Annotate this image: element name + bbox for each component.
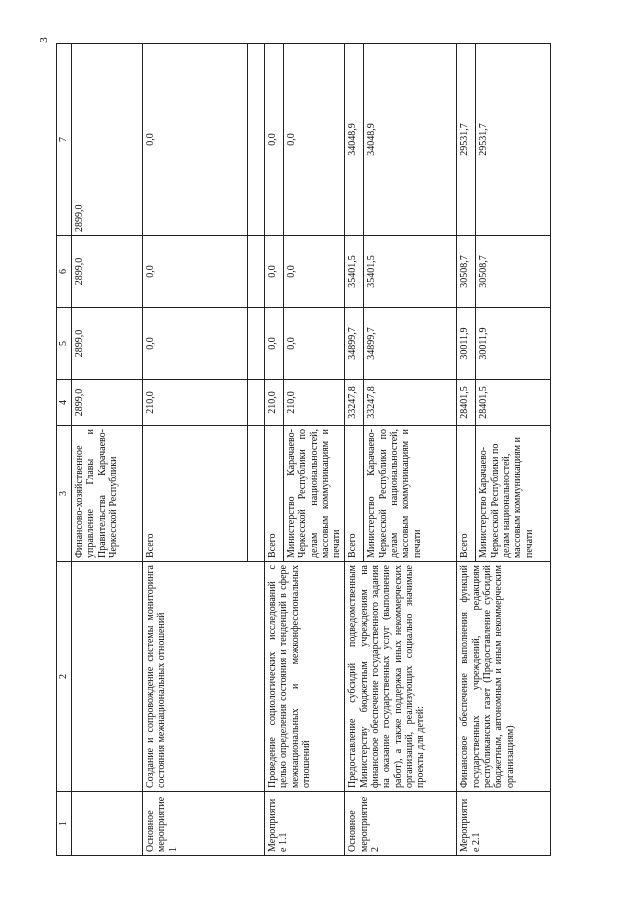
value-cell bbox=[248, 236, 265, 308]
column-number: 2 bbox=[57, 562, 72, 792]
code-cell: Основное мероприятие 1 bbox=[143, 792, 265, 856]
value-cell: 0,0 bbox=[265, 44, 284, 236]
table-row bbox=[345, 44, 364, 856]
code-cell: Мероприятие 1.1 bbox=[265, 792, 345, 856]
table-row bbox=[457, 44, 476, 856]
responsible-cell: Всего bbox=[457, 426, 476, 562]
value-cell: 29531,7 bbox=[457, 44, 476, 236]
value-cell: 0,0 bbox=[265, 236, 284, 308]
value-cell: 30011,9 bbox=[476, 308, 551, 380]
responsible-cell bbox=[248, 426, 265, 562]
value-cell bbox=[248, 308, 265, 380]
responsible-cell: Министерство Карачаево-Черкесской Республики по делам национальностей, массовым коммуникациям и печати bbox=[364, 426, 457, 562]
rotated-table-container bbox=[56, 44, 535, 856]
value-cell: 0,0 bbox=[284, 44, 345, 236]
column-number: 3 bbox=[57, 426, 72, 562]
value-cell: 2899,0 bbox=[72, 236, 143, 308]
responsible-cell: Всего bbox=[143, 426, 248, 562]
program-measures-table bbox=[56, 43, 551, 856]
value-cell: 30508,7 bbox=[457, 236, 476, 308]
value-cell: 210,0 bbox=[143, 380, 248, 426]
value-cell: 2899,0 bbox=[72, 308, 143, 380]
column-number: 5 bbox=[57, 308, 72, 380]
document-page bbox=[56, 44, 535, 856]
value-cell: 34048,9 bbox=[345, 44, 364, 236]
value-cell: 28401,5 bbox=[476, 380, 551, 426]
table-row bbox=[143, 44, 248, 856]
code-cell bbox=[72, 792, 143, 856]
value-cell bbox=[248, 380, 265, 426]
value-cell: 2899,0 bbox=[72, 380, 143, 426]
value-cell: 210,0 bbox=[265, 380, 284, 426]
value-cell: 30011,9 bbox=[457, 308, 476, 380]
column-number: 6 bbox=[57, 236, 72, 308]
value-cell: 0,0 bbox=[265, 308, 284, 380]
value-cell: 0,0 bbox=[143, 44, 248, 236]
value-cell: 34899,7 bbox=[345, 308, 364, 380]
name-cell bbox=[72, 562, 143, 792]
code-cell: Мероприятие 2.1 bbox=[457, 792, 551, 856]
value-cell: 0,0 bbox=[284, 308, 345, 380]
value-cell bbox=[248, 44, 265, 236]
value-cell: 28401,5 bbox=[457, 380, 476, 426]
value-cell: 35401,5 bbox=[345, 236, 364, 308]
responsible-cell: Финансово-хозяйственное управление Главы и Правительства Карачаево-Черкесской Республики bbox=[72, 426, 143, 562]
value-cell: 0,0 bbox=[143, 236, 248, 308]
value-cell: 34899,7 bbox=[364, 308, 457, 380]
responsible-cell: Всего bbox=[345, 426, 364, 562]
name-cell: Предоставление субсидий подведомственным Министерству бюджетным учреждениям на финансовое обеспечение государственного задания на оказание государственных услуг (выполнение работ), а также поддержка иных некоммерческих организаций, реализующих социально значимые проекты для детей: bbox=[345, 562, 457, 792]
table-row bbox=[265, 44, 284, 856]
value-cell: 33247,8 bbox=[345, 380, 364, 426]
value-cell: 210,0 bbox=[284, 380, 345, 426]
value-cell: 0,0 bbox=[143, 308, 248, 380]
value-cell: 29531,7 bbox=[476, 44, 551, 236]
value-cell: 35401,5 bbox=[364, 236, 457, 308]
responsible-cell: Министерство Карачаево-Черкесской Республики по делам национальностей, массовым коммуникациям и печати bbox=[284, 426, 345, 562]
column-number: 1 bbox=[57, 792, 72, 856]
value-cell: 34048,9 bbox=[364, 44, 457, 236]
name-cell: Создание и сопровождение системы мониторинга состояния межнациональных отношений bbox=[143, 562, 265, 792]
responsible-cell: Всего bbox=[265, 426, 284, 562]
name-cell: Проведение социологических исследований с целью определения состояния и тенденций в сфере межнациональных и межконфессиональных отношений bbox=[265, 562, 345, 792]
page-number: 3 bbox=[37, 37, 50, 43]
value-cell: 0,0 bbox=[284, 236, 345, 308]
value-cell: 30508,7 bbox=[476, 236, 551, 308]
code-cell: Основное мероприятие 2 bbox=[345, 792, 457, 856]
value-cell: 33247,8 bbox=[364, 380, 457, 426]
column-number: 4 bbox=[57, 380, 72, 426]
table-row bbox=[72, 44, 143, 856]
responsible-cell: Министерство Карачаево-Черкесской Республики по делам национальностей, массовым коммуникациям и печати bbox=[476, 426, 551, 562]
column-number: 7 bbox=[57, 44, 72, 236]
value-cell: 2899,0 bbox=[72, 44, 143, 236]
column-number-row bbox=[57, 44, 72, 856]
name-cell: Финансовое обеспечение выполнения функций государственных учреждений, редакциям республиканских газет (Предоставление субсидий бюджетным, автономным и иным некоммерческим организациям) bbox=[457, 562, 551, 792]
